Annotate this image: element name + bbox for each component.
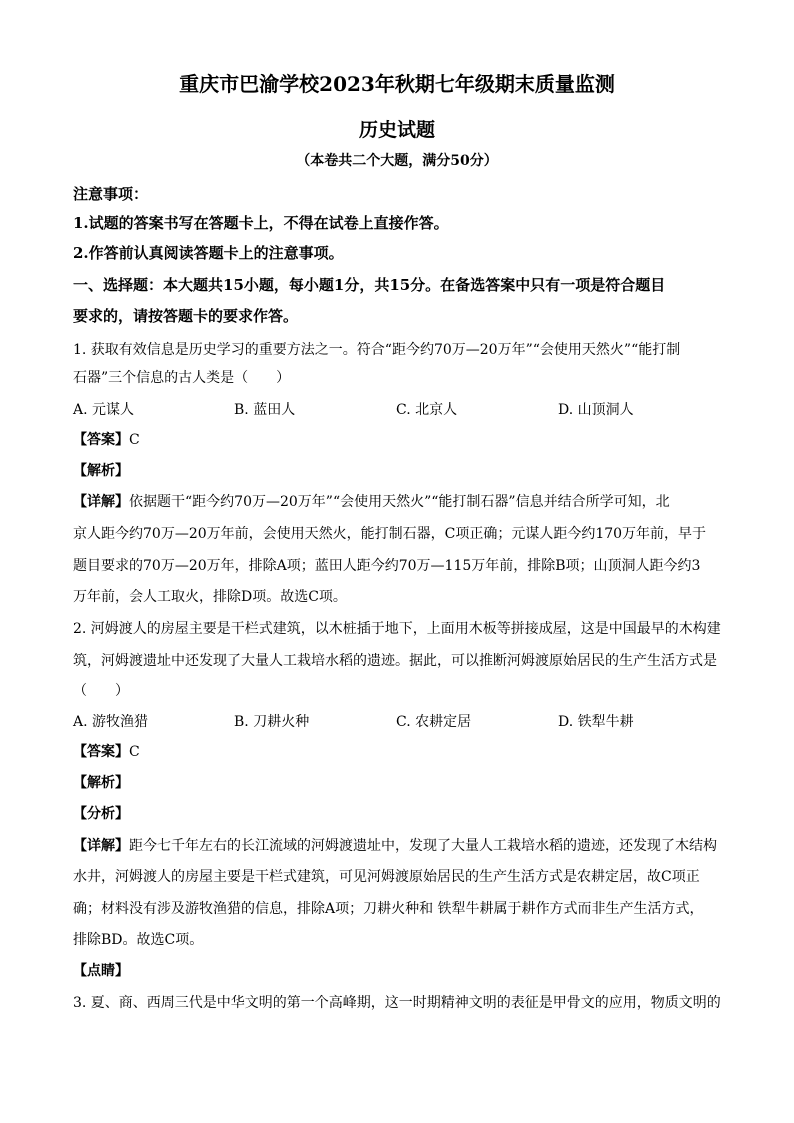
q1-answer: 【答案】C xyxy=(73,432,140,448)
notice-heading: 注意事项： xyxy=(73,185,149,203)
q1-detail-line2: 京人距今约70万—20万年前，会使用天然火，能打制石器，C项正确；元谋人距今约170万年前，早于 xyxy=(73,526,707,542)
q1-option-c: C. 北京人 xyxy=(396,402,458,418)
q1-detail-line1: 【详解】依据题干“距今约70万—20万年”“会使用天然火”“能打制石器”信息并结合所学可知，北 xyxy=(73,494,670,510)
section-tag: 【详解】 xyxy=(73,494,129,510)
section-tag: 【解析】 xyxy=(73,463,129,479)
score-note: （本卷共二个大题，满分50分） xyxy=(296,153,498,169)
section-heading-line2: 要求的，请按答题卡的要求作答。 xyxy=(73,307,299,325)
section-tag: 【解析】 xyxy=(73,775,129,791)
q2-option-a: A. 游牧渔猎 xyxy=(73,714,149,730)
notice-item-1: 1.试题的答案书写在答题卡上，不得在试卷上直接作答。 xyxy=(73,214,449,232)
q2-stem-line1: 2. 河姆渡人的房屋主要是干栏式建筑，以木桩插于地下，上面用木板等拼接成屋，这是中国最早的木构建 xyxy=(73,621,721,637)
q1-stem-line1: 1. 获取有效信息是历史学习的重要方法之一。符合“距今约70万—20万年”“会使用天然火”“能打制 xyxy=(73,342,681,358)
q2-option-b: B. 刀耕火种 xyxy=(234,714,310,730)
q1-detail-line3: 题目要求的70万—20万年，排除A项；蓝田人距今约70万—115万年前，排除B项；山顶洞人距今约3 xyxy=(73,558,701,574)
q1-analysis xyxy=(73,461,723,481)
q1-option-b: B. 蓝田人 xyxy=(234,402,296,418)
q2-analysis xyxy=(73,773,723,793)
q2-dianjing xyxy=(73,961,723,981)
page-subtitle: 历史试题 xyxy=(358,119,435,141)
section-heading-line1: 一、选择题：本大题共15小题，每小题1分，共15分。在备选答案中只有一项是符合题目 xyxy=(73,276,666,294)
section-tag: 【点睛】 xyxy=(73,963,129,979)
section-tag: 【分析】 xyxy=(73,806,129,822)
q2-fenxi xyxy=(73,804,723,824)
q2-detail-line2: 水井，河姆渡人的房屋主要是干栏式建筑，可见河姆渡原始居民的生产生活方式是农耕定居，故C项正 xyxy=(73,869,700,885)
q2-detail-line4: 排除BD。故选C项。 xyxy=(73,932,204,948)
q1-option-a: A. 元谋人 xyxy=(73,402,135,418)
q2-stem-line2: 筑，河姆渡遗址中还发现了大量人工栽培水稻的遗迹。据此，可以推断河姆渡原始居民的生产生活方式是 xyxy=(73,653,717,669)
notice-item-2: 2.作答前认真阅读答题卡上的注意事项。 xyxy=(73,244,344,262)
page-title: 重庆市巴渝学校2023年秋期七年级期末质量监测 xyxy=(179,72,615,96)
q2-detail-line1: 【详解】距今七千年左右的长江流域的河姆渡遗址中，发现了大量人工栽培水稻的遗迹，还发现了木结构 xyxy=(73,838,717,854)
q2-option-c: C. 农耕定居 xyxy=(396,714,472,730)
q1-stem-line2: 石器”三个信息的古人类是（ ） xyxy=(73,370,291,386)
section-tag: 【答案】 xyxy=(73,744,129,760)
q3-stem-line1: 3. 夏、商、西周三代是中华文明的第一个高峰期，这一时期精神文明的表征是甲骨文的应用，物质文明的 xyxy=(73,995,721,1011)
q2-stem-line3: （ ） xyxy=(73,683,129,699)
section-tag: 【答案】 xyxy=(73,432,129,448)
q2-answer: 【答案】C xyxy=(73,744,140,760)
section-tag: 【详解】 xyxy=(73,838,129,854)
q1-detail-line4: 万年前，会人工取火，排除D项。故选C项。 xyxy=(73,589,347,605)
q1-option-d: D. 山顶洞人 xyxy=(558,402,634,418)
q2-option-d: D. 铁犁牛耕 xyxy=(558,714,634,730)
q2-detail-line3: 确；材料没有涉及游牧渔猎的信息，排除A项；刀耕火种和 铁犁牛耕属于耕作方式而非生产生活方式， xyxy=(73,901,704,917)
